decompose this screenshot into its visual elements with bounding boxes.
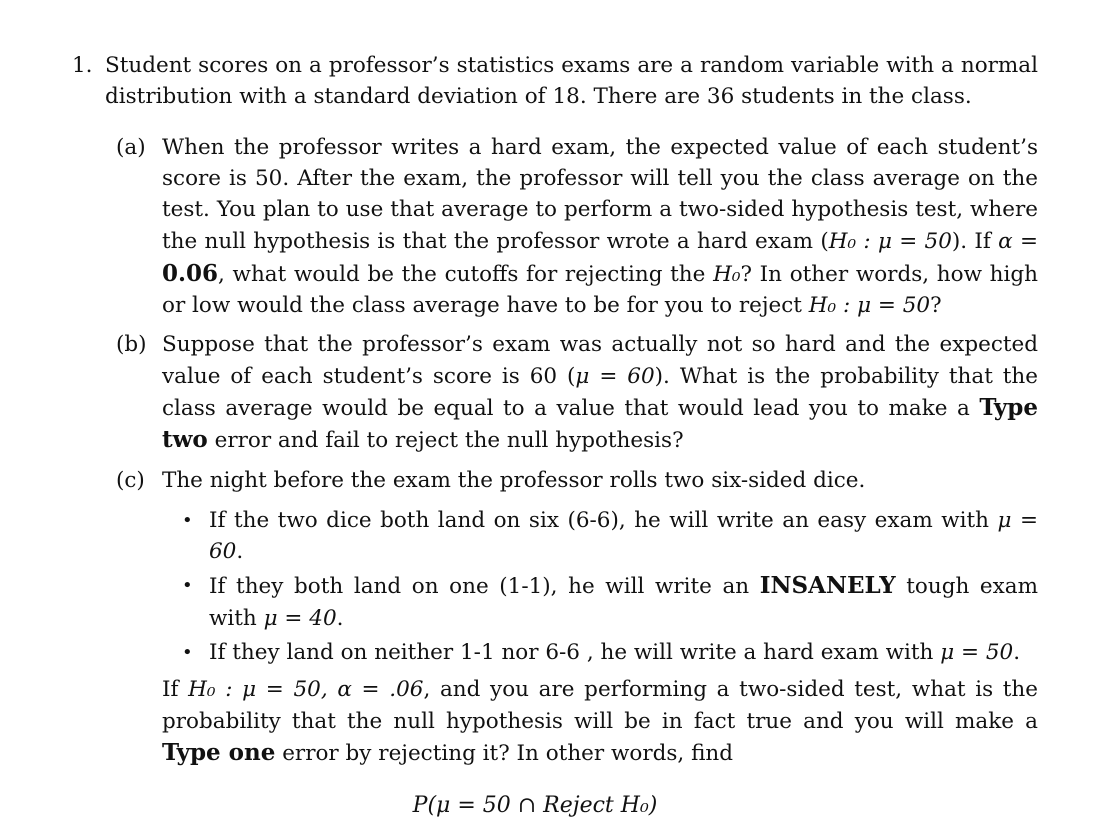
dice-outcomes-list — [162, 505, 1038, 668]
part-b-math-mu: μ = 60 — [575, 363, 655, 389]
part-a-math-null-hypothesis-2: H₀ : μ = 50 — [808, 293, 931, 319]
conclusion-type-one: Type one — [162, 738, 276, 766]
part-a-alpha-value: 0.06 — [162, 259, 219, 287]
bullet-2-text-3: . — [336, 605, 344, 631]
bullet-1-math: μ = 60 — [209, 507, 1038, 565]
part-b-text-3: error and fail to reject the null hypothesis? — [207, 428, 684, 454]
part-b-type-two: Type two — [162, 393, 1038, 454]
bullet-3-text-2: . — [1013, 640, 1021, 666]
bullet-2-insanely: INSANELY — [759, 572, 896, 600]
conclusion-text-1: If — [162, 677, 189, 703]
problem-intro-text: Student scores on a professor’s statistics exams are a random variable with a normal distribution with a standard deviation of 18. There are 36 students in the class. — [105, 53, 1038, 110]
bullet-2-text-1: If they both land on one (1-1), he will write an — [209, 574, 760, 600]
part-a-text-4: ? In other words, how high or low would the class average have to be for you to reject — [162, 261, 1038, 319]
part-a-math-null-hypothesis: H₀ : μ = 50 — [828, 229, 952, 255]
part-a — [70, 132, 1038, 322]
part-a-text-5: ? — [930, 293, 942, 319]
part-b-label: (b) — [116, 332, 147, 358]
part-a-label: (a) — [116, 134, 146, 160]
part-c-conclusion — [162, 674, 1038, 769]
bullet-2-math: μ = 40 — [263, 605, 337, 631]
bullet-1-text-2: . — [236, 539, 244, 565]
part-a-text-1: When the professor writes a hard exam, the expected value of each student’s score is 50. After the exam, the professor will tell you the class average on the test. You plan to use that average to perform a two-sided hypothesis test, where the null hypothesis is that the professor wrote a hard exam ( — [162, 134, 1038, 255]
conclusion-text-3: error by rejecting it? In other words, find — [275, 740, 734, 766]
part-c-intro: The night before the exam the professor rolls two six-sided dice. — [162, 467, 866, 493]
problem-parts — [70, 132, 1038, 822]
part-c-label: (c) — [116, 467, 145, 493]
part-a-math-alpha: α = — [998, 229, 1039, 255]
bullet-2-text-2: tough exam with — [209, 574, 1038, 631]
probability-formula: P(μ = 50 ∩ Reject H₀) — [412, 793, 658, 819]
part-a-text-2: ). If — [951, 229, 999, 255]
list-item — [162, 570, 1038, 634]
list-item — [162, 505, 1038, 568]
list-item — [162, 637, 1038, 668]
problem-intro — [70, 50, 1038, 113]
part-c — [70, 465, 1038, 822]
bullet-icon: • — [182, 642, 193, 664]
part-b-text-2: ). What is the probability that the class average would be equal to a value that would lead you to make a — [162, 363, 1039, 421]
bullet-icon: • — [182, 575, 193, 597]
bullet-3-text-1: If they land on neither 1-1 nor 6-6 , he will write a hard exam with — [209, 640, 941, 666]
part-a-math-h0: H₀ — [713, 261, 741, 287]
conclusion-math: H₀ : μ = 50, α = .06 — [188, 677, 424, 703]
bullet-3-math: μ = 50 — [940, 640, 1014, 666]
part-a-text-3: , what would be the cutoffs for rejecting the — [218, 261, 714, 287]
problem-number: 1. — [72, 53, 93, 78]
part-b-text-1: Suppose that the professor’s exam was actually not so hard and the expected value of each student’s score is 60 ( — [162, 332, 1038, 389]
bullet-1-text-1: If the two dice both land on six (6-6), he will write an easy exam with — [209, 507, 998, 533]
bullet-icon: • — [182, 509, 193, 531]
conclusion-text-2: , and you are performing a two-sided test, what is the probability that the null hypothesis will be in fact true and you will make a — [162, 677, 1039, 734]
problem-1 — [70, 50, 1038, 830]
part-b — [70, 329, 1038, 456]
